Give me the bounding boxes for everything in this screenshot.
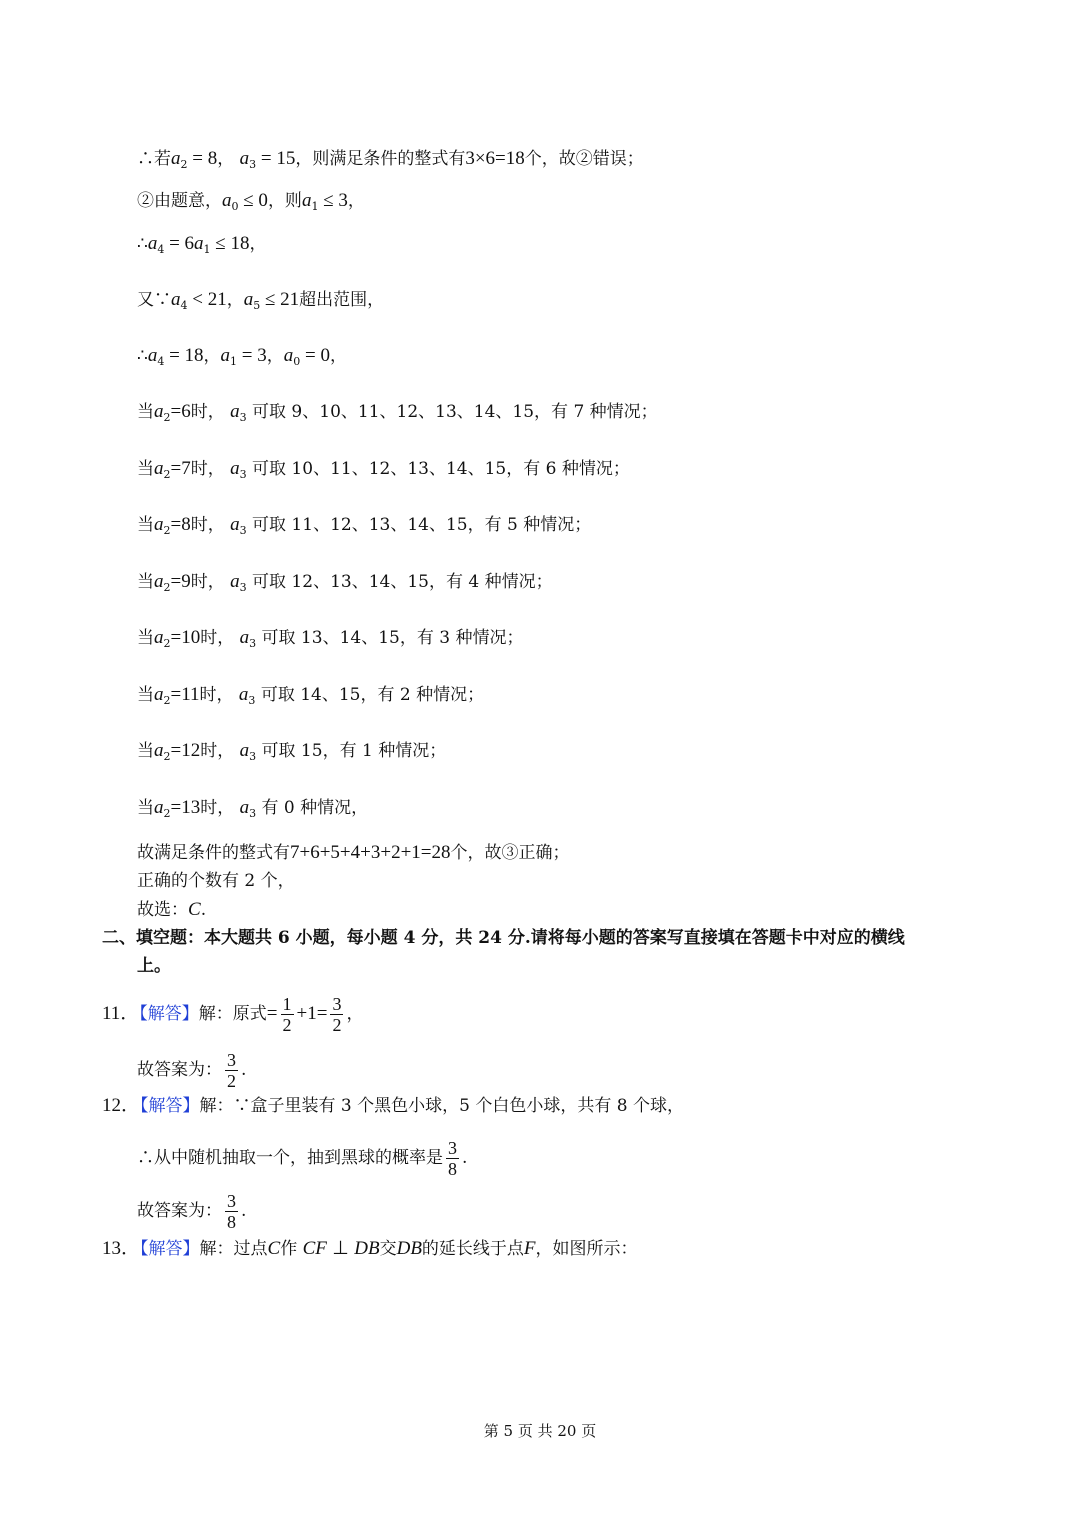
text: 故答案为： bbox=[137, 1060, 222, 1080]
case-line: 当$a_2=9$时， $a_3$ 可取 12、13、14、15，有 4 种情况； bbox=[137, 571, 553, 594]
text: 时， bbox=[200, 628, 235, 648]
text: ∴ bbox=[137, 346, 148, 366]
answer-tag: 【解答】 bbox=[140, 1096, 200, 1116]
text: 交 bbox=[379, 1239, 397, 1259]
text: 当 bbox=[137, 572, 154, 592]
solution-line: ②由题意，$a_0 \le 0$，则$a_1 \le 3$， bbox=[137, 190, 365, 213]
text: . bbox=[241, 1060, 247, 1080]
fraction: $\frac{1}{2}$ bbox=[282, 994, 292, 1035]
text: 可取 9、10、11、12、13、14、15，有 7 种情况； bbox=[252, 402, 658, 422]
text: 解：过点 bbox=[199, 1239, 268, 1259]
text: 时， bbox=[190, 515, 225, 535]
text: 时， bbox=[190, 402, 225, 422]
text: 作 bbox=[280, 1239, 298, 1259]
text: 解：∵盒子里装有 3 个黑色小球，5 个白色小球，共有 8 个球， bbox=[199, 1096, 684, 1116]
text: 当 bbox=[137, 515, 154, 535]
solution-line: ∴若$a_2 = 8$， $a_3 = 15$，则满足条件的整式有3×6=18个，故②错误； bbox=[137, 148, 644, 171]
text: 当 bbox=[137, 628, 154, 648]
case-line: 当$a_2=8$时， $a_3$ 可取 11、12、13、14、15，有 5 种情况； bbox=[137, 514, 592, 537]
point-label: F bbox=[523, 1238, 536, 1259]
section-heading-cont: 上。 bbox=[137, 956, 171, 976]
text: ∴若 bbox=[137, 149, 171, 169]
text: ， bbox=[266, 346, 284, 366]
solution-line bbox=[137, 841, 570, 865]
text: 的延长线于点 bbox=[421, 1239, 524, 1259]
text: ， bbox=[346, 1004, 364, 1024]
text: 时， bbox=[200, 741, 235, 761]
text: 有 0 种情况， bbox=[261, 798, 369, 818]
section-heading: 二、填空题：本大题共 6 小题，每小题 4 分，共 24 分.请将每小题的答案写直接填在答题卡中对应的横线 bbox=[102, 928, 905, 948]
text: . bbox=[200, 900, 207, 920]
case-line: 当$a_2=11$时， $a_3$ 可取 14、15，有 2 种情况； bbox=[137, 684, 485, 707]
text: 可取 14、15，有 2 种情况； bbox=[260, 685, 485, 705]
case-line: 当$a_2=10$时， $a_3$ 可取 13、14、15，有 3 种情况； bbox=[137, 627, 524, 650]
solution-line: 正确的个数有 2 个， bbox=[137, 871, 295, 891]
text: ②由题意， bbox=[137, 191, 222, 211]
answer-tag: 【解答】 bbox=[140, 1239, 200, 1259]
question-13 bbox=[102, 1237, 638, 1261]
text: ，如图所示： bbox=[535, 1239, 638, 1259]
text: 超出范围， bbox=[299, 290, 385, 310]
text: 时， bbox=[199, 685, 234, 705]
answer-tag: 【解答】 bbox=[139, 1004, 199, 1024]
text: 时， bbox=[190, 572, 225, 592]
solution-line: 又$\because a_4 < 21$，$a_5 \le 21$超出范围， bbox=[137, 289, 385, 312]
value: =11 bbox=[170, 684, 200, 705]
segment-label: DB bbox=[354, 1238, 380, 1259]
text: 当 bbox=[137, 798, 154, 818]
question-11 bbox=[102, 994, 363, 1035]
solution-line bbox=[137, 1138, 467, 1179]
segment-label: CF bbox=[302, 1238, 327, 1259]
text: 当 bbox=[137, 402, 154, 422]
text: ∴ bbox=[137, 234, 148, 254]
text: 当 bbox=[137, 459, 154, 479]
case-line: 当$a_2=6$时， $a_3$ 可取 9、10、11、12、13、14、15，有 7 种情况； bbox=[137, 401, 658, 424]
solution-line: $\therefore a_4 = 6a_1 \le 18$， bbox=[137, 233, 267, 256]
text: 当 bbox=[137, 685, 154, 705]
fraction: $\frac{3}{2}$ bbox=[332, 994, 342, 1035]
expression: 3×6=18 bbox=[465, 148, 525, 169]
value: =10 bbox=[170, 627, 201, 648]
text: . bbox=[241, 1201, 247, 1221]
text: +1= bbox=[296, 1003, 328, 1024]
text: ∴从中随机抽取一个，抽到黑球的概率是 bbox=[137, 1148, 443, 1168]
question-number: 11． bbox=[102, 1003, 140, 1024]
value: =7 bbox=[170, 458, 191, 479]
text: 又∵ bbox=[137, 290, 171, 310]
question-number: 12． bbox=[102, 1095, 141, 1116]
text: = bbox=[266, 1003, 278, 1024]
text: ， bbox=[203, 346, 221, 366]
value: =9 bbox=[170, 571, 191, 592]
text: 可取 13、14、15，有 3 种情况； bbox=[261, 628, 524, 648]
value: =13 bbox=[170, 797, 201, 818]
fraction: $\frac{3}{8}$ bbox=[227, 1191, 236, 1232]
case-line: 当$a_2=7$时， $a_3$ 可取 10、11、12、13、14、15，有 6 种情况； bbox=[137, 458, 630, 481]
text: ，则满足条件的整式有 bbox=[295, 149, 466, 169]
text: 故选： bbox=[137, 900, 188, 920]
text: 解：原式 bbox=[198, 1004, 267, 1024]
text: 个，故③正确； bbox=[450, 843, 570, 863]
value: =12 bbox=[170, 740, 201, 761]
perp-symbol: ⊥ bbox=[332, 1238, 349, 1259]
case-line: 当$a_2=13$时， $a_3$ 有 0 种情况， bbox=[137, 797, 369, 820]
expression: 7+6+5+4+3+2+1=28 bbox=[290, 842, 451, 863]
text: 可取 15，有 1 种情况； bbox=[261, 741, 447, 761]
text: ， bbox=[249, 234, 267, 254]
page-footer: 第 5 页 共 20 页 bbox=[483, 1422, 597, 1440]
value: =6 bbox=[170, 401, 191, 422]
text: 时， bbox=[190, 459, 225, 479]
question-number: 13． bbox=[102, 1238, 141, 1259]
segment-label: DB bbox=[396, 1238, 422, 1259]
text: 故满足条件的整式有 bbox=[137, 843, 290, 863]
value: =8 bbox=[170, 514, 191, 535]
text: 可取 10、11、12、13、14、15，有 6 种情况； bbox=[252, 459, 630, 479]
point-label: C bbox=[267, 1238, 281, 1259]
text: 可取 11、12、13、14、15，有 5 种情况； bbox=[252, 515, 592, 535]
solution-line bbox=[137, 898, 206, 922]
text: . bbox=[462, 1148, 468, 1168]
answer-line bbox=[137, 1050, 246, 1091]
answer-choice: C bbox=[188, 899, 201, 920]
solution-line: $\therefore a_4 = 18$，$a_1 = 3$，$a_0 = 0$， bbox=[137, 345, 347, 368]
case-line: 当$a_2=12$时， $a_3$ 可取 15，有 1 种情况； bbox=[137, 740, 447, 763]
text: 时， bbox=[200, 798, 235, 818]
text: 个，故②错误； bbox=[524, 149, 644, 169]
text: ， bbox=[226, 290, 244, 310]
answer-line bbox=[137, 1191, 246, 1232]
fraction: $\frac{3}{8}$ bbox=[448, 1138, 457, 1179]
text: ，则 bbox=[267, 191, 302, 211]
question-12 bbox=[102, 1094, 684, 1118]
text: 故答案为： bbox=[137, 1201, 222, 1221]
fraction: $\frac{3}{2}$ bbox=[227, 1050, 236, 1091]
text: ， bbox=[347, 191, 365, 211]
text: 可取 12、13、14、15，有 4 种情况； bbox=[252, 572, 553, 592]
text: 当 bbox=[137, 741, 154, 761]
text: ， bbox=[217, 149, 235, 169]
